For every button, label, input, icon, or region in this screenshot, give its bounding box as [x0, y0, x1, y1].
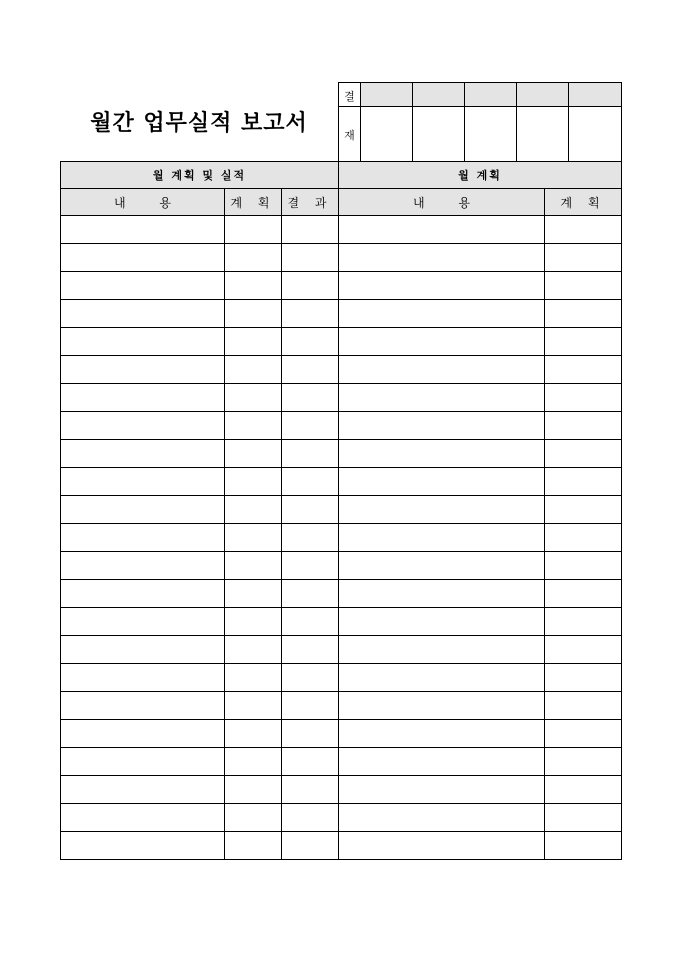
report-table [60, 161, 622, 860]
cell-plan-right[interactable] [545, 664, 622, 692]
table-row [61, 804, 622, 832]
cell-plan-left[interactable] [225, 776, 282, 804]
cell-plan-left[interactable] [225, 384, 282, 412]
approval-box [338, 82, 622, 163]
cell-plan-left[interactable] [225, 216, 282, 244]
approval-header-cell [517, 83, 569, 107]
table-row [61, 748, 622, 776]
cell-plan-left[interactable] [225, 636, 282, 664]
cell-plan-right[interactable] [545, 468, 622, 496]
cell-content-left[interactable] [61, 244, 225, 272]
cell-plan-left[interactable] [225, 832, 282, 860]
column-header-plan-right: 계 획 [545, 189, 622, 216]
cell-result[interactable] [282, 552, 339, 580]
cell-plan-right[interactable] [545, 440, 622, 468]
table-row [61, 216, 622, 244]
table-row [61, 272, 622, 300]
cell-plan-left[interactable] [225, 468, 282, 496]
table-row [61, 524, 622, 552]
approval-signature-cell[interactable] [569, 107, 622, 163]
cell-plan-right[interactable] [545, 300, 622, 328]
page-title: 월간 업무실적 보고서 [90, 109, 308, 136]
cell-result[interactable] [282, 272, 339, 300]
cell-content-left[interactable] [61, 552, 225, 580]
approval-header-cell [465, 83, 517, 107]
cell-result[interactable] [282, 468, 339, 496]
column-header-plan-left: 계 획 [225, 189, 282, 216]
cell-result[interactable] [282, 804, 339, 832]
cell-plan-left[interactable] [225, 496, 282, 524]
cell-content-right[interactable] [339, 300, 545, 328]
approval-label-bottom: 재 [339, 107, 361, 163]
cell-content-right[interactable] [339, 580, 545, 608]
cell-plan-left[interactable] [225, 328, 282, 356]
cell-content-right[interactable] [339, 440, 545, 468]
cell-plan-right[interactable] [545, 328, 622, 356]
table-row [61, 244, 622, 272]
section-header-plan-and-result: 월 계획 및 실적 [61, 162, 339, 189]
cell-content-right[interactable] [339, 776, 545, 804]
section-header-next-plan: 월 계획 [339, 162, 622, 189]
cell-plan-left[interactable] [225, 356, 282, 384]
cell-content-right[interactable] [339, 468, 545, 496]
approval-header-cell [569, 83, 622, 107]
table-row [61, 552, 622, 580]
cell-plan-left[interactable] [225, 692, 282, 720]
cell-content-left[interactable] [61, 300, 225, 328]
cell-plan-right[interactable] [545, 608, 622, 636]
column-header-result: 결 과 [282, 189, 339, 216]
cell-content-right[interactable] [339, 384, 545, 412]
cell-plan-right[interactable] [545, 776, 622, 804]
cell-content-left[interactable] [61, 664, 225, 692]
cell-content-left[interactable] [61, 412, 225, 440]
cell-content-right[interactable] [339, 216, 545, 244]
table-row [61, 636, 622, 664]
cell-content-left[interactable] [61, 636, 225, 664]
table-row [61, 664, 622, 692]
cell-content-left[interactable] [61, 468, 225, 496]
cell-result[interactable] [282, 356, 339, 384]
cell-content-right[interactable] [339, 720, 545, 748]
table-row [61, 412, 622, 440]
cell-plan-right[interactable] [545, 244, 622, 272]
cell-result[interactable] [282, 412, 339, 440]
cell-content-left[interactable] [61, 216, 225, 244]
cell-plan-left[interactable] [225, 272, 282, 300]
cell-plan-right[interactable] [545, 720, 622, 748]
cell-content-right[interactable] [339, 804, 545, 832]
cell-plan-right[interactable] [545, 356, 622, 384]
column-header-content-right: 내 용 [339, 189, 545, 216]
cell-plan-left[interactable] [225, 552, 282, 580]
approval-label-top: 결 [339, 83, 361, 107]
approval-signature-cell[interactable] [465, 107, 517, 163]
approval-header-cell [361, 83, 413, 107]
cell-content-right[interactable] [339, 636, 545, 664]
cell-content-left[interactable] [61, 440, 225, 468]
table-row [61, 468, 622, 496]
approval-signature-cell[interactable] [361, 107, 413, 163]
cell-content-left[interactable] [61, 776, 225, 804]
cell-content-right[interactable] [339, 552, 545, 580]
cell-plan-left[interactable] [225, 412, 282, 440]
cell-result[interactable] [282, 608, 339, 636]
approval-header-cell [413, 83, 465, 107]
cell-content-left[interactable] [61, 608, 225, 636]
table-row [61, 328, 622, 356]
cell-content-right[interactable] [339, 272, 545, 300]
cell-result[interactable] [282, 748, 339, 776]
cell-plan-left[interactable] [225, 580, 282, 608]
cell-plan-right[interactable] [545, 216, 622, 244]
cell-content-left[interactable] [61, 748, 225, 776]
cell-plan-right[interactable] [545, 580, 622, 608]
cell-plan-right[interactable] [545, 412, 622, 440]
approval-signature-cell[interactable] [517, 107, 569, 163]
cell-plan-left[interactable] [225, 524, 282, 552]
table-row [61, 580, 622, 608]
column-header-content-left: 내 용 [61, 189, 225, 216]
cell-plan-left[interactable] [225, 748, 282, 776]
cell-content-right[interactable] [339, 832, 545, 860]
cell-content-right[interactable] [339, 328, 545, 356]
cell-content-left[interactable] [61, 524, 225, 552]
cell-plan-right[interactable] [545, 692, 622, 720]
cell-plan-left[interactable] [225, 300, 282, 328]
cell-content-left[interactable] [61, 832, 225, 860]
table-row [61, 608, 622, 636]
table-row [61, 692, 622, 720]
cell-result[interactable] [282, 692, 339, 720]
cell-plan-right[interactable] [545, 552, 622, 580]
cell-plan-right[interactable] [545, 636, 622, 664]
cell-content-left[interactable] [61, 804, 225, 832]
cell-result[interactable] [282, 328, 339, 356]
cell-plan-left[interactable] [225, 244, 282, 272]
cell-result[interactable] [282, 244, 339, 272]
cell-result[interactable] [282, 776, 339, 804]
cell-content-left[interactable] [61, 356, 225, 384]
cell-plan-left[interactable] [225, 804, 282, 832]
cell-result[interactable] [282, 832, 339, 860]
cell-result[interactable] [282, 636, 339, 664]
cell-plan-right[interactable] [545, 804, 622, 832]
cell-plan-left[interactable] [225, 608, 282, 636]
cell-result[interactable] [282, 440, 339, 468]
cell-content-left[interactable] [61, 720, 225, 748]
cell-content-left[interactable] [61, 692, 225, 720]
cell-plan-right[interactable] [545, 384, 622, 412]
cell-content-right[interactable] [339, 244, 545, 272]
cell-plan-right[interactable] [545, 496, 622, 524]
table-row [61, 440, 622, 468]
cell-content-right[interactable] [339, 608, 545, 636]
table-row [61, 720, 622, 748]
cell-result[interactable] [282, 300, 339, 328]
table-row [61, 356, 622, 384]
cell-plan-right[interactable] [545, 748, 622, 776]
cell-plan-left[interactable] [225, 720, 282, 748]
approval-signature-cell[interactable] [413, 107, 465, 163]
cell-result[interactable] [282, 496, 339, 524]
table-row [61, 776, 622, 804]
table-row [61, 300, 622, 328]
cell-content-right[interactable] [339, 496, 545, 524]
cell-content-left[interactable] [61, 496, 225, 524]
cell-content-left[interactable] [61, 328, 225, 356]
cell-plan-right[interactable] [545, 272, 622, 300]
cell-plan-right[interactable] [545, 524, 622, 552]
cell-content-right[interactable] [339, 692, 545, 720]
cell-content-left[interactable] [61, 580, 225, 608]
cell-content-right[interactable] [339, 748, 545, 776]
cell-plan-left[interactable] [225, 440, 282, 468]
cell-result[interactable] [282, 664, 339, 692]
cell-result[interactable] [282, 580, 339, 608]
cell-content-left[interactable] [61, 272, 225, 300]
table-row [61, 496, 622, 524]
cell-result[interactable] [282, 720, 339, 748]
table-row [61, 384, 622, 412]
cell-content-right[interactable] [339, 664, 545, 692]
cell-content-right[interactable] [339, 524, 545, 552]
cell-content-left[interactable] [61, 384, 225, 412]
cell-plan-right[interactable] [545, 832, 622, 860]
cell-content-right[interactable] [339, 412, 545, 440]
cell-result[interactable] [282, 216, 339, 244]
table-row [61, 832, 622, 860]
cell-content-right[interactable] [339, 356, 545, 384]
cell-result[interactable] [282, 524, 339, 552]
cell-plan-left[interactable] [225, 664, 282, 692]
cell-result[interactable] [282, 384, 339, 412]
